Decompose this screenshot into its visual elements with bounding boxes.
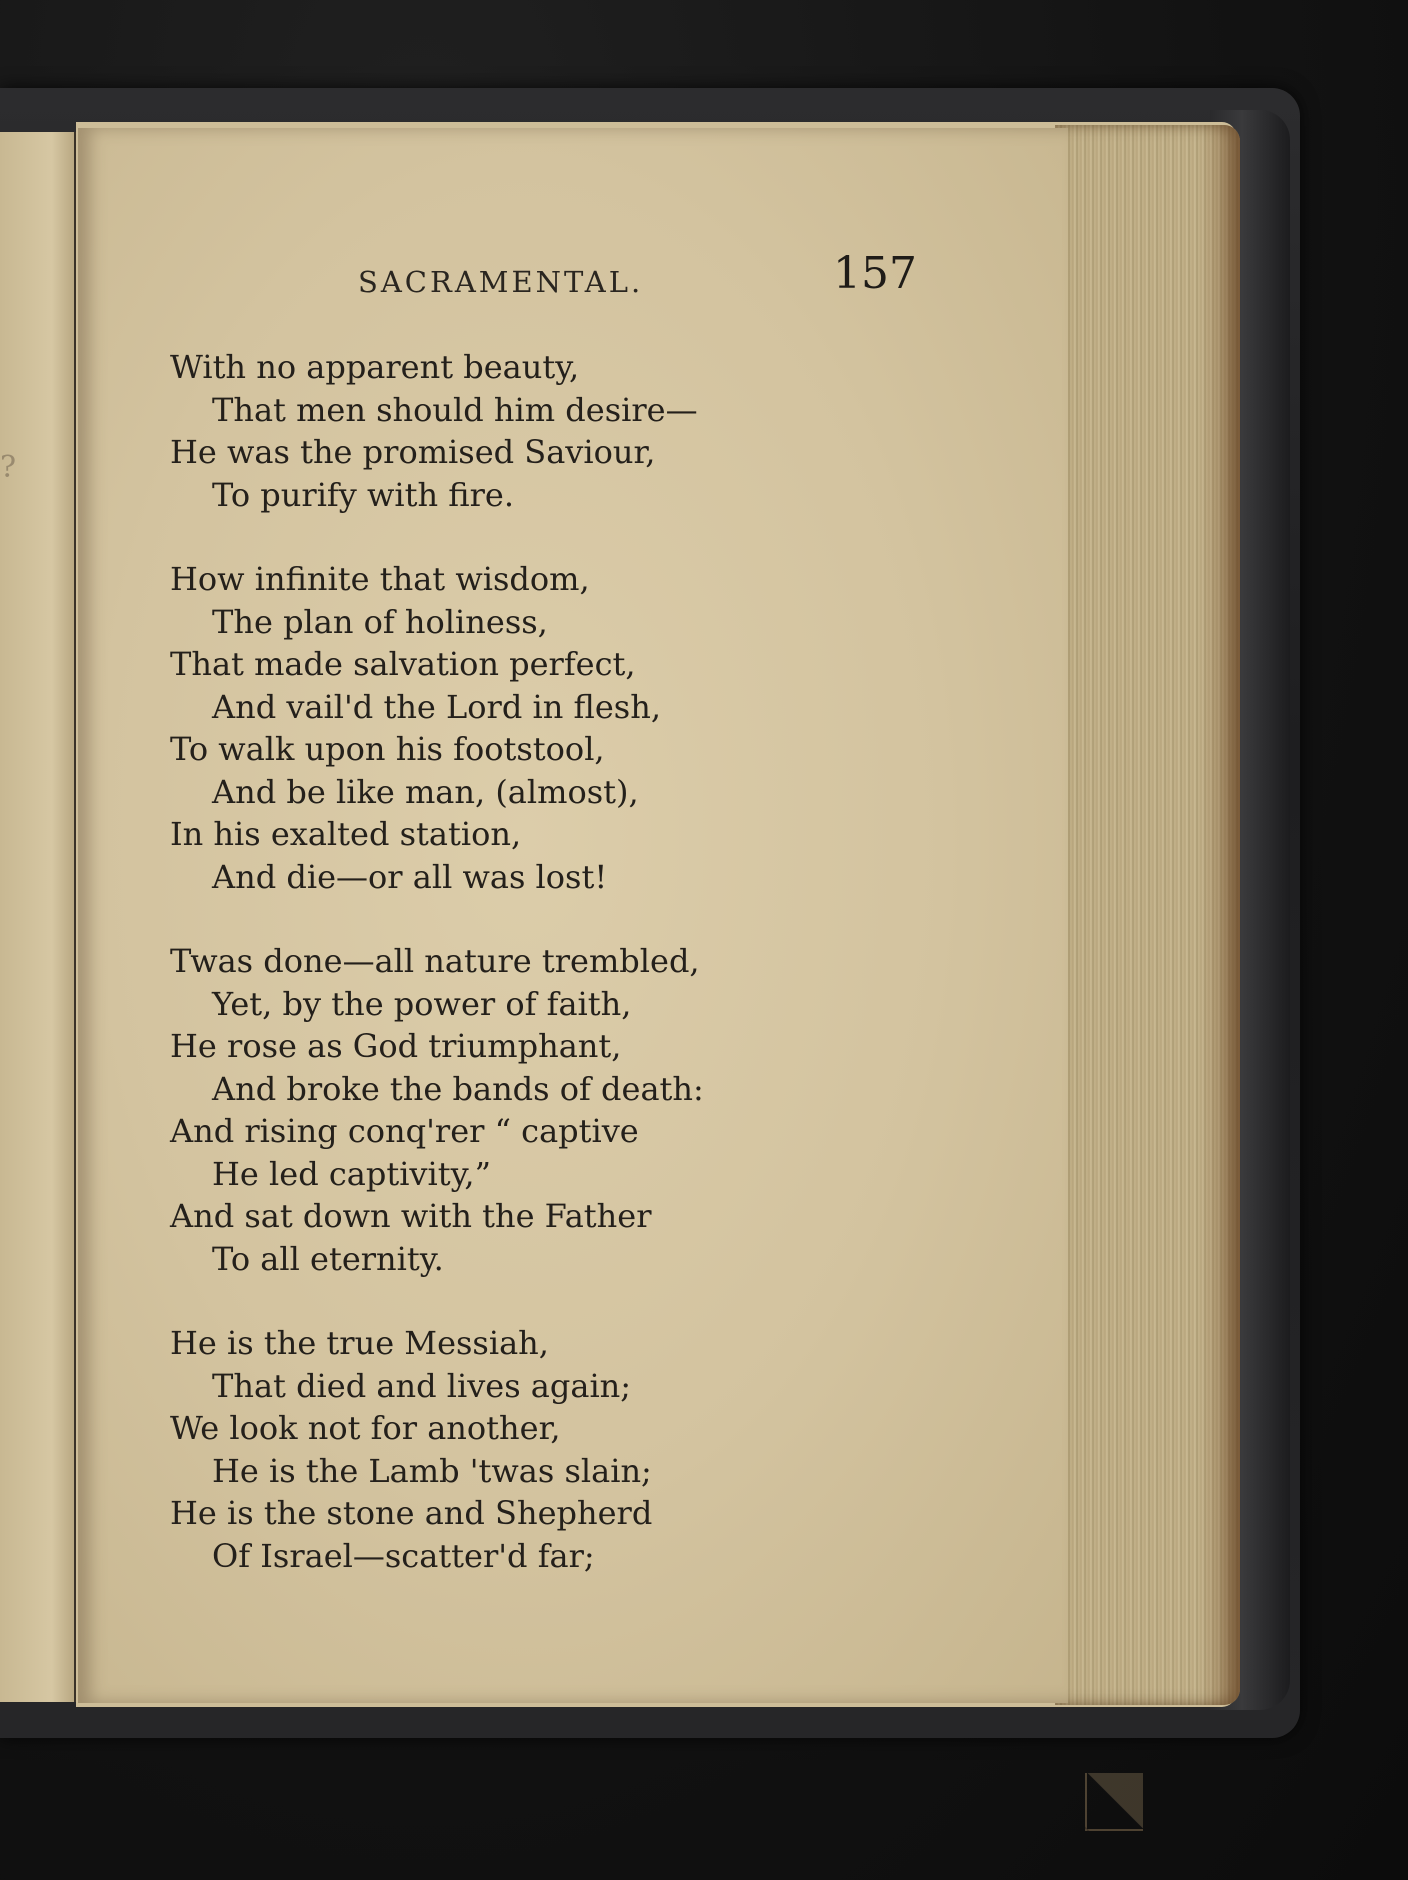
page-edges [1055, 125, 1240, 1705]
poem-line: And broke the bands of death: [212, 1069, 704, 1108]
page-number: 157 [833, 248, 917, 299]
poem-line: Of Israel—scatter'd far; [212, 1536, 595, 1575]
poem-line: He is the true Messiah, [170, 1324, 549, 1362]
poem-line: How infinite that wisdom, [170, 560, 590, 598]
running-head: SACRAMENTAL. [358, 265, 644, 299]
poem-line: Twas done—all nature trembled, [170, 942, 700, 980]
poem-line: And be like man, (almost), [212, 772, 639, 811]
book-page [78, 128, 1068, 1703]
poem-line: That made salvation perfect, [170, 645, 636, 683]
poem-line: He was the promised Saviour, [170, 433, 656, 471]
poem-line: And die—or all was lost! [212, 857, 608, 896]
poem-line: He rose as God triumphant, [170, 1027, 622, 1065]
stanza [170, 558, 930, 898]
poem-line: To all eternity. [212, 1239, 444, 1278]
poem-line: To purify with fire. [212, 475, 515, 514]
poem-line: And sat down with the Father [170, 1197, 652, 1235]
poem-line: We look not for another, [170, 1409, 561, 1447]
poem-line: With no apparent beauty, [170, 348, 580, 386]
poem-line: And vail'd the Lord in flesh, [212, 687, 661, 726]
left-page-edge [0, 132, 77, 1702]
poem-line: And rising conq'rer “ captive [170, 1112, 639, 1150]
left-page-margin-mark: ? [0, 450, 17, 485]
poem-line: He led captivity,” [212, 1154, 491, 1193]
stanza [170, 940, 930, 1280]
poem-line: The plan of holiness, [212, 602, 548, 641]
poem-line: He is the stone and Shepherd [170, 1494, 653, 1532]
poem-line: That died and lives again; [212, 1366, 632, 1405]
stanza [170, 346, 930, 516]
page-corner-fold [1085, 1773, 1143, 1831]
poem-line: Yet, by the power of faith, [212, 984, 632, 1023]
poem-line: He is the Lamb 'twas slain; [212, 1451, 652, 1490]
poem-text [170, 346, 930, 1619]
poem-line: That men should him desire— [212, 390, 698, 429]
poem-line: In his exalted station, [170, 815, 522, 853]
stanza [170, 1322, 930, 1577]
poem-line: To walk upon his footstool, [170, 730, 605, 768]
